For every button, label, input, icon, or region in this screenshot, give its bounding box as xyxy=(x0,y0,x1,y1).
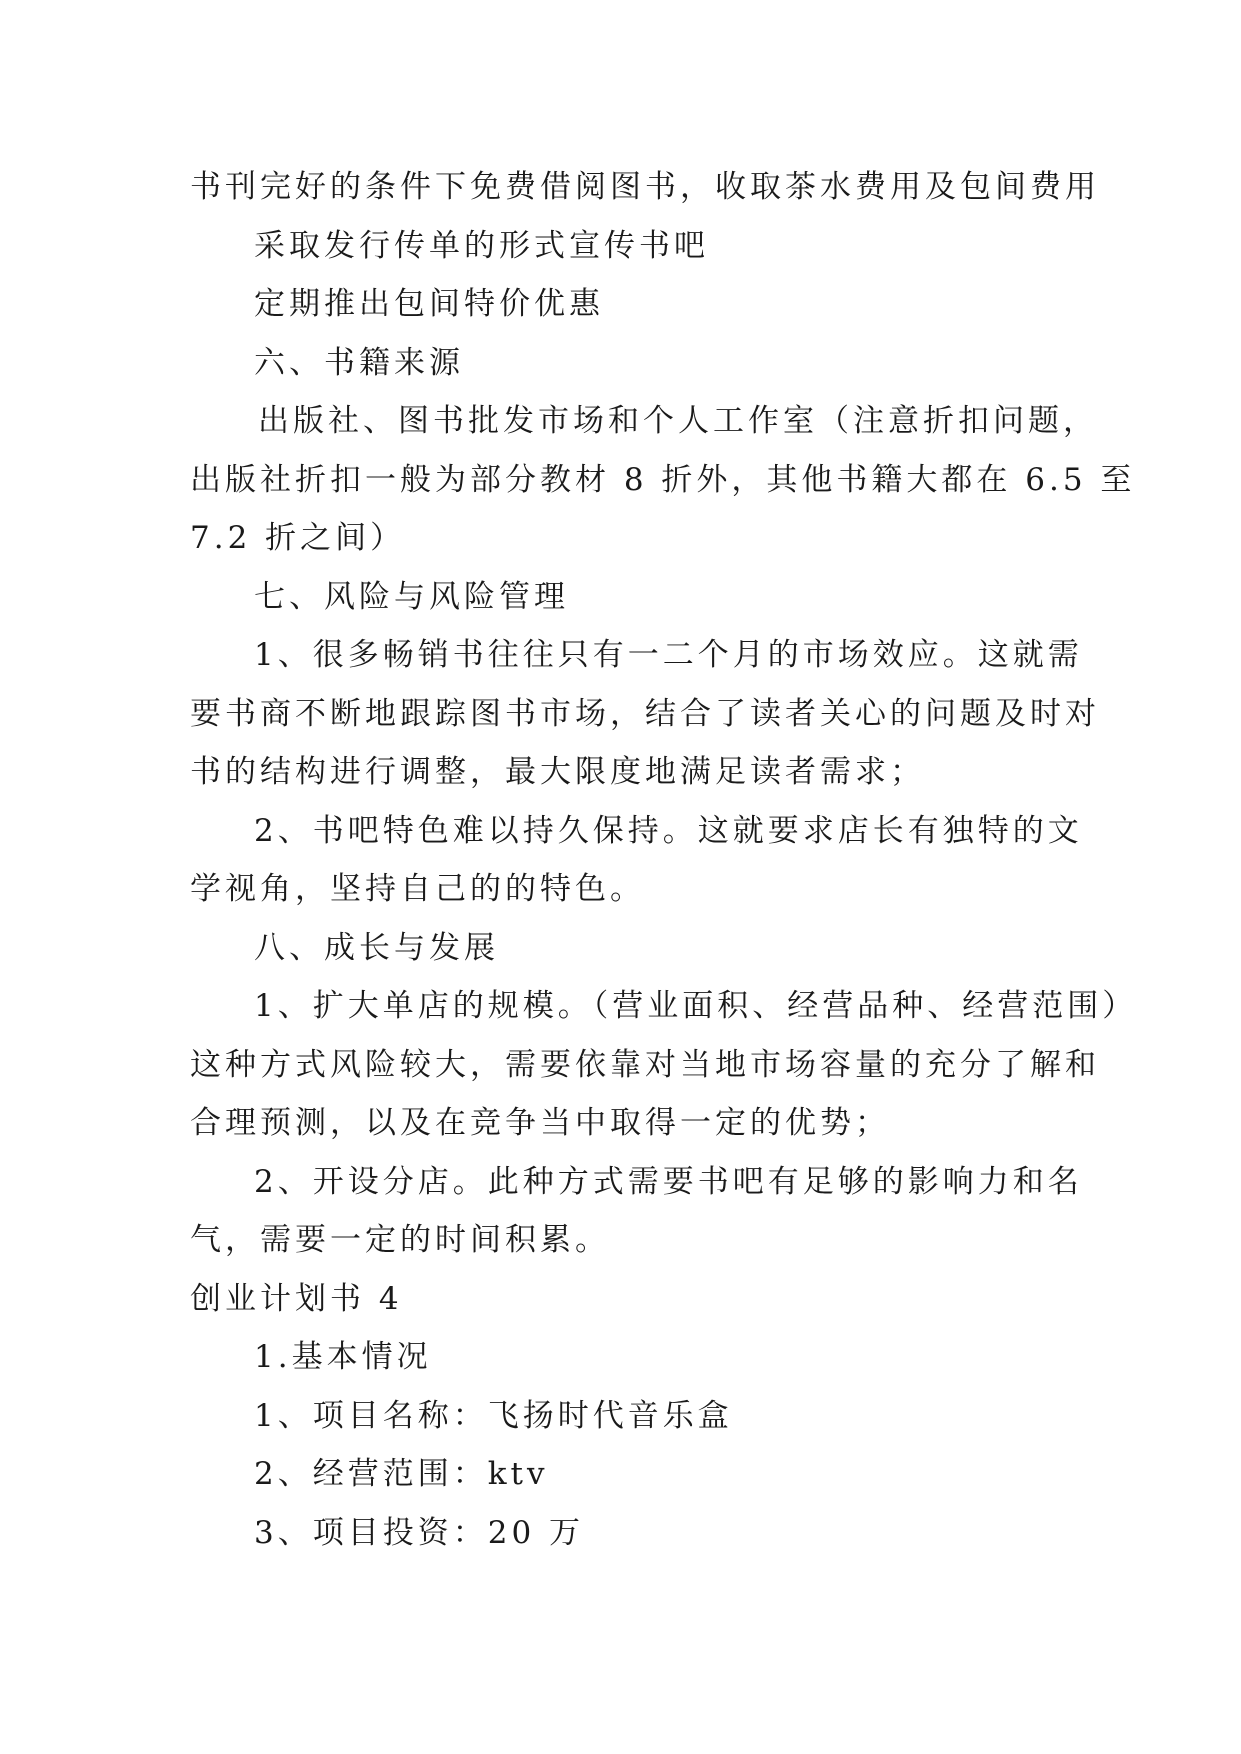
paragraph-line: 书的结构进行调整，最大限度地满足读者需求； xyxy=(190,754,925,790)
paragraph-line: 书刊完好的条件下免费借阅图书，收取茶水费用及包间费用 xyxy=(190,169,1100,205)
document-body xyxy=(190,158,1138,1562)
paragraph-line: 要书商不断地跟踪图书市场，结合了读者关心的问题及时对 xyxy=(190,695,1100,732)
document-title: 创业计划书 4 xyxy=(190,1280,403,1317)
paragraph-line: 2、书吧特色难以持久保持。这就要求店长有独特的文 xyxy=(254,812,1083,849)
section-heading: 八、成长与发展 xyxy=(254,929,499,966)
paragraph-line: 定期推出包间特价优惠 xyxy=(254,286,604,322)
paragraph-line: 1、项目名称：飞扬时代音乐盒 xyxy=(254,1397,733,1434)
paragraph-line: 2、开设分店。此种方式需要书吧有足够的影响力和名 xyxy=(254,1163,1083,1200)
paragraph-line: 采取发行传单的形式宣传书吧 xyxy=(254,227,709,264)
paragraph-line: 7.2 折之间） xyxy=(190,520,406,556)
section-heading: 七、风险与风险管理 xyxy=(254,578,569,615)
paragraph-line: 出版社折扣一般为部分教材 8 折外，其他书籍大都在 6.5 至 xyxy=(190,461,1136,498)
paragraph-line: 1、扩大单店的规模。（营业面积、经营品种、经营范围） xyxy=(254,988,1138,1024)
paragraph-line: 这种方式风险较大，需要依靠对当地市场容量的充分了解和 xyxy=(190,1046,1100,1083)
paragraph-line: 出版社、图书批发市场和个人工作室（注意折扣问题， xyxy=(258,403,1098,439)
paragraph-line: 1、很多畅销书往往只有一二个月的市场效应。这就需 xyxy=(254,637,1083,673)
paragraph-line: 学视角，坚持自己的的特色。 xyxy=(190,871,645,907)
paragraph-line: 2、经营范围：ktv xyxy=(254,1456,549,1492)
paragraph-line: 3、项目投资：20 万 xyxy=(254,1514,585,1551)
section-heading: 1.基本情况 xyxy=(254,1339,432,1375)
paragraph-line: 气，需要一定的时间积累。 xyxy=(190,1222,610,1258)
section-heading: 六、书籍来源 xyxy=(254,344,464,381)
paragraph-line: 合理预测，以及在竞争当中取得一定的优势； xyxy=(190,1105,890,1141)
